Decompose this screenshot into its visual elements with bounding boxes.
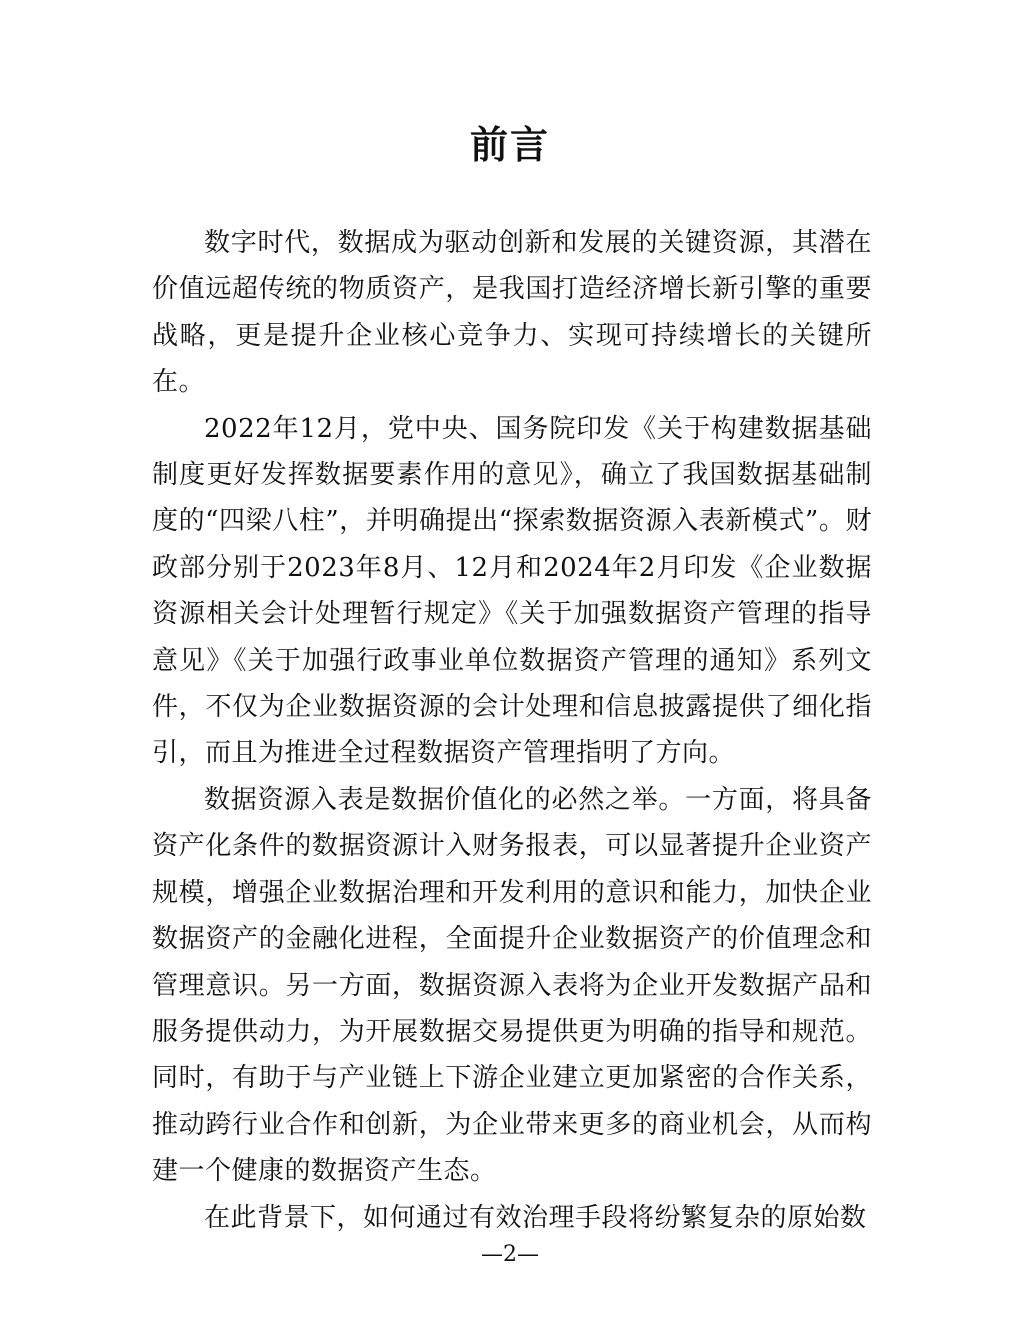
paragraph-1: 数字时代，数据成为驱动创新和发展的关键资源，其潜在价值远超传统的物质资产，是我国打造经济增长新引擎的重要战略，更是提升企业核心竞争力、实现可持续增长的关键所在。 xyxy=(152,228,872,398)
document-body xyxy=(152,220,872,1241)
page-number: —2— xyxy=(481,1242,539,1267)
paragraph-3: 数据资源入表是数据价值化的必然之举。一方面，将具备资产化条件的数据资源计入财务报表，可以显著提升企业资产规模，增强企业数据治理和开发利用的意识和能力，加快企业数据资产的金融化进程，全面提升企业数据资产的价值理念和管理意识。另一方面，数据资源入表将为企业开发数据产品和服务提供动力，为开展数据交易提供更为明确的指导和规范。同时，有助于与产业链上下游企业建立更加紧密的合作关系，推动跨行业合作和创新，为企业带来更多的商业机会，从而构建一个健康的数据资产生态。 xyxy=(152,784,872,1187)
page-title: 前言 xyxy=(469,123,550,167)
paragraph-4: 在此背景下，如何通过有效治理手段将纷繁复杂的原始数 xyxy=(204,1202,867,1233)
paragraph-2: 2022年12月，党中央、国务院印发《关于构建数据基础制度更好发挥数据要素作用的意见》，确立了我国数据基础制度的“四梁八柱”，并明确提出“探索数据资源入表新模式”。财政部分别于2023年8月、12月和2024年2月印发《企业数据资源相关会计处理暂行规定》《关于加强数据资产管理的指导意见》《关于加强行政事业单位数据资产管理的通知》系列文件，不仅为企业数据资源的会计处理和信息披露提供了细化指引，而且为推进全过程数据资产管理指明了方向。 xyxy=(152,413,872,769)
